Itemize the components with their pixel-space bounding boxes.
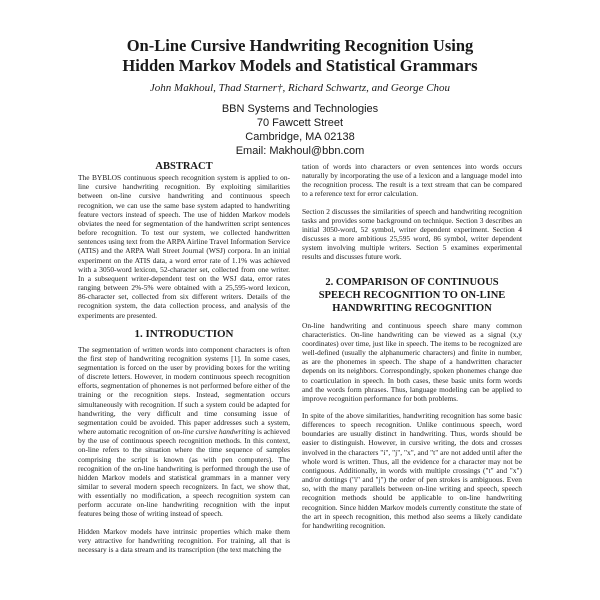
intro-heading: 1. INTRODUCTION <box>134 327 234 340</box>
author-list: John Makhoul, Thad Starner†, Richard Schwartz, and George Chou <box>149 82 451 94</box>
abstract-text: The BYBLOS continuous speech recognition system is applied to on-line cursive handwriting recognition. By exploiting similarities between on-line cursive handwriting and continuous speech recognition, we can use the same base system adapted to handwriting feature vectors instead of speech. The use of hidden Markov models obviates the need for segmentation of the handwritten script sentences before recognition. To test our system, we collected handwritten sentences using text from the ARPA Airline Travel Information Service (ATIS) and the ARPA Wall Street Journal (WSJ) corpora. In an initial experiment on the ATIS data, a word error rate of 1.1% was achieved with a 3050-word lexicon, 52-character set, collected from one writer. In a subsequent writer-dependent test on the WSJ data, error rates ranging between 2%-5% were obtained with a 25,595-word lexicon, 86-character set, collected from six different writers. Details of the recognition system, the data collection process, and analysis of the experiments are presented. <box>78 173 290 320</box>
section-2-paragraph-2: In spite of the above similarities, handwriting recognition has some basic differences to speech recognition. Unlike continuous speech, word boundaries are usually distinct in handwriting. Thus, words should be easier to distinguish. However, in cursive writing, the dots and crosses involved in the characters "i", "j", "x", and "t" are not added until after the whole word is written. Thus, all the evidence for a character may not be contiguous. Additionally, in words with multiple crossings ("t" and "x") and/or dottings ("i" and "j") the order of pen strokes is ambiguous. Even so, with the many parallels between on-line writing and speech, speech recognition methods should be applicable to on-line handwriting recognition. Since hidden Markov models currently constitute the state of the art in speech recognition, this method also seems a likely candidate for handwriting recognition. <box>302 410 522 530</box>
affiliation-org: BBN Systems and Technologies <box>221 103 379 115</box>
intro-paragraph-2: Hidden Markov models have intrinsic properties which make them very attractive for handwriting recognition. For training, all that is necessary is a data stream and its transcription (the text matching the <box>78 526 290 554</box>
intro-paragraph-1: The segmentation of written words into component characters is often the first step of handwriting recognition systems [1]. In some cases, segmentation is forced on the user by providing boxes for the writing of discrete letters. However, in modern continuous speech recognition efforts, segmentation of phonemes is not performed before either of the training or the recognition steps. Instead, segmentation occurs simultaneously with recognition. If such a system could be adapted for handwriting, the very difficult and time consuming issue of segmentation could be avoided. This paper addresses such a system, where automatic recognition of on-line cursive handwriting is achieved by the use of continuous speech recognition methods. In this context, on-line refers to the situation where the time sequence of samples comprising the script is known (as with pen computers). The recognition of the on-line handwriting is performed through the use of hidden Markov models and statistical grammars in a manner very similar to several modern speech recognizers. In fact, we show that, with essentially no modification, a speech recognition system can perform accurate on-line handwriting recognition with the input features being those of writing instead of speech. <box>78 344 290 519</box>
section-2-paragraph-1: On-line handwriting and continuous speech share many common characteristics. On-line handwriting can be viewed as a signal (x,y coordinates) over time, just like in speech. The items to be recognized are well-defined (usually the alphanumeric characters) and finite in number, as are the phonemes in speech. The shape of a handwritten character depends on its neighbors. Correspondingly, spoken phonemes change due to coarticulation in speech. In both cases, these basic units form words and the words form phrases. Thus, language modeling can be applied to improve recognition performance for both problems. <box>302 320 522 403</box>
section-overview: Section 2 discusses the similarities of speech and handwriting recognition tasks and provides some background on technique. Section 3 describes an initial 3050-word, 52 symbol, writer dependent experiment. Section 4 discusses a more ambitious 25,595 word, 86 symbol, writer dependent system involving multiple writers. Section 5 examines experimental results and discusses future work. <box>302 206 522 262</box>
paper-title-line-1: On-Line Cursive Handwriting Recognition Using <box>126 36 474 55</box>
paper-title-line-2: Hidden Markov Models and Statistical Grammars <box>122 56 478 75</box>
affiliation-email: Email: Makhoul@bbn.com <box>235 145 365 157</box>
right-column <box>302 162 522 600</box>
left-column <box>78 162 290 600</box>
section-2-heading-line-3: HANDWRITING RECOGNITION <box>332 302 492 314</box>
intro-continuation: tation of words into characters or even sentences into words occurs naturally by incorporating the use of a lexicon and a language model into the recognition process. The result is a text stream that can be compared to a reference text for error calculation. <box>302 162 522 199</box>
abstract-heading: ABSTRACT <box>155 162 213 172</box>
affiliation-street: 70 Fawcett Street <box>256 117 344 129</box>
section-2-heading-line-2: SPEECH RECOGNITION TO ON-LINE <box>318 289 506 301</box>
affiliation-city: Cambridge, MA 02138 <box>245 131 355 143</box>
intro-italic-phrase: on-line cursive handwriting <box>172 427 255 437</box>
section-2-heading-line-1: 2. COMPARISON OF CONTINUOUS <box>325 276 499 288</box>
